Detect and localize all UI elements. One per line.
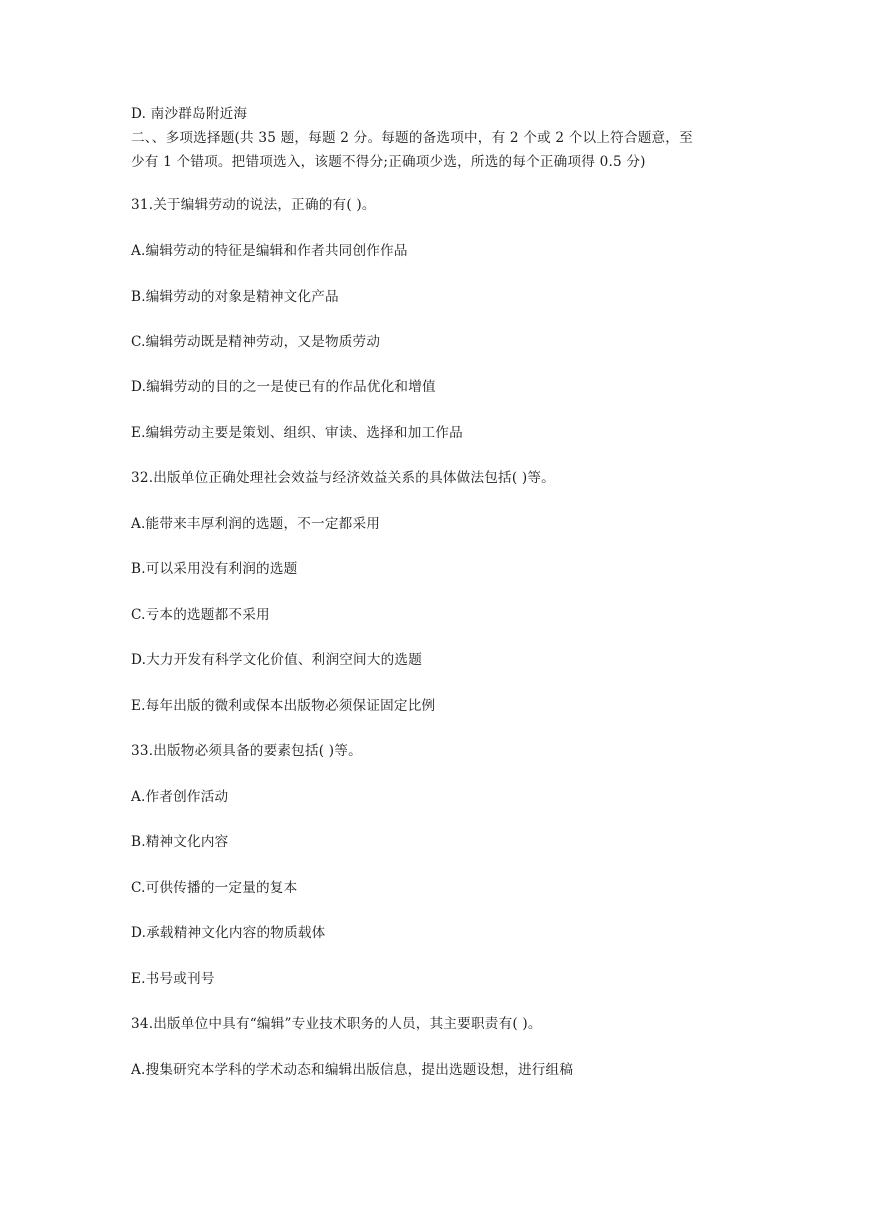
question-option: C.可供传播的一定量的复本 xyxy=(131,880,298,896)
question-option: E.每年出版的微利或保本出版物必须保证固定比例 xyxy=(131,698,436,714)
question-option: A.作者创作活动 xyxy=(131,789,229,805)
leading-option: D. 南沙群岛附近海 xyxy=(131,106,248,122)
question-option: D.承载精神文化内容的物质载体 xyxy=(131,925,326,941)
section-header-line-1: 二、、多项选择题(共 35 题，每题 2 分。每题的备选项中，有 2 个或 2 个以上符合题意，至 xyxy=(131,130,693,146)
question-stem: 31.关于编辑劳动的说法，正确的有( )。 xyxy=(131,197,376,213)
question-option: E.书号或刊号 xyxy=(131,971,215,987)
question-option: D.大力开发有科学文化价值、利润空间大的选题 xyxy=(131,652,423,668)
question-option: A.搜集研究本学科的学术动态和编辑出版信息，提出选题设想，进行组稿 xyxy=(131,1062,574,1078)
question-stem: 33.出版物必须具备的要素包括( )等。 xyxy=(131,743,362,759)
question-option: E.编辑劳动主要是策划、组织、审读、选择和加工作品 xyxy=(131,425,463,441)
question-option: C.编辑劳动既是精神劳动，又是物质劳动 xyxy=(131,334,381,350)
section-header-line-2: 少有 1 个错项。把错项选入，该题不得分;正确项少选，所选的每个正确项得 0.5 分) xyxy=(131,154,646,170)
question-option: B.可以采用没有利润的选题 xyxy=(131,561,298,577)
question-option: A.能带来丰厚利润的选题，不一定都采用 xyxy=(131,516,381,532)
question-option: B.编辑劳动的对象是精神文化产品 xyxy=(131,289,339,305)
question-stem: 32.出版单位正确处理社会效益与经济效益关系的具体做法包括( )等。 xyxy=(131,470,555,486)
question-stem: 34.出版单位中具有“编辑”专业技术职务的人员，其主要职责有( )。 xyxy=(131,1016,542,1032)
question-option: A.编辑劳动的特征是编辑和作者共同创作作品 xyxy=(131,243,408,259)
question-option: B.精神文化内容 xyxy=(131,834,229,850)
question-option: D.编辑劳动的目的之一是使已有的作品优化和增值 xyxy=(131,379,436,395)
question-option: C.亏本的选题都不采用 xyxy=(131,607,270,623)
